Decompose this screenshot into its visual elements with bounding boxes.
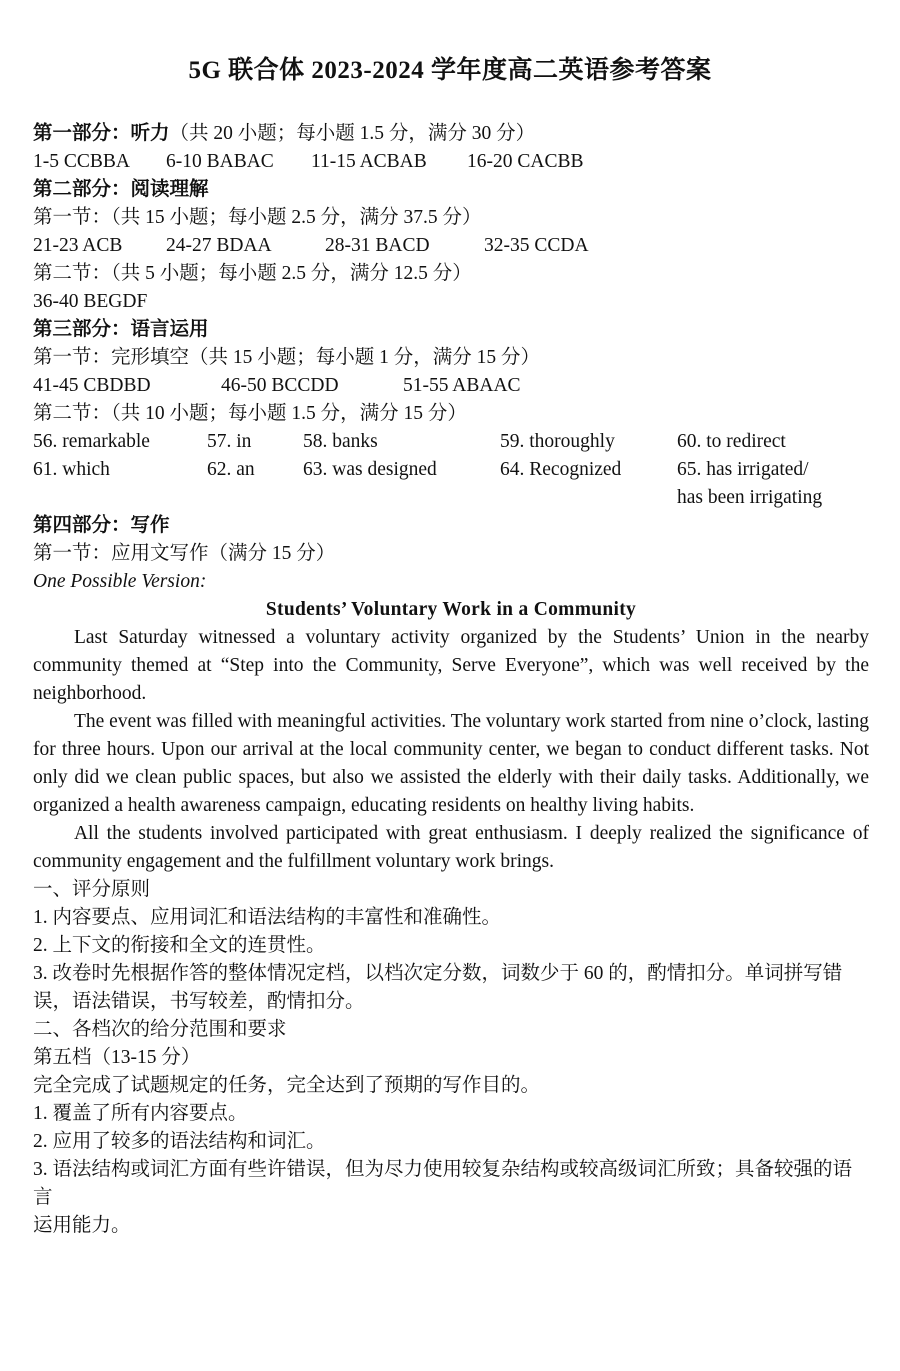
grammar-answer: 63. was designed <box>303 459 437 480</box>
part2-section1-answers <box>33 232 869 260</box>
part2-section2-note: 第二节：（共 5 小题；每小题 2.5 分，满分 12.5 分） <box>33 263 472 284</box>
essay-paragraph: All the students involved participated with great enthusiasm. I deeply realized the significance of community engagement and the fulfillment voluntary work brings. <box>33 823 869 872</box>
part1-heading: 第一部分：听力 <box>33 123 170 144</box>
page-title: 5G 联合体 2023-2024 学年度高二英语参考答案 <box>188 57 712 84</box>
part2-heading: 第二部分：阅读理解 <box>33 179 209 200</box>
essay-title: Students’ Voluntary Work in a Community <box>265 599 637 620</box>
answer-group: 41-45 CBDBD <box>33 375 151 396</box>
grammar-answers-row2-continuation <box>33 484 869 512</box>
part1-note: （共 20 小题；每小题 1.5 分，满分 30 分） <box>169 123 536 144</box>
part4-section1-note: 第一节：应用文写作（满分 15 分） <box>33 543 336 564</box>
grammar-answer: 60. to redirect <box>677 431 786 452</box>
level5-item: 1. 覆盖了所有内容要点。 <box>33 1103 248 1124</box>
answer-group: 28-31 BACD <box>325 235 430 256</box>
grammar-answer: 61. which <box>33 459 110 480</box>
answer-group: 51-55 ABAAC <box>403 375 521 396</box>
part2-section1-note: 第一节：（共 15 小题；每小题 2.5 分，满分 37.5 分） <box>33 207 482 228</box>
scoring-principle: 2. 上下文的衔接和全文的连贯性。 <box>33 935 326 956</box>
level5-item: 2. 应用了较多的语法结构和词汇。 <box>33 1131 326 1152</box>
part1-answers <box>33 148 869 176</box>
answer-group: 24-27 BDAA <box>166 235 272 256</box>
answer-group: 21-23 ACB <box>33 235 123 256</box>
grammar-answer: 56. remarkable <box>33 431 150 452</box>
scoring-principle: 1. 内容要点、应用词汇和语法结构的丰富性和准确性。 <box>33 907 502 928</box>
part1-heading-line <box>33 120 869 148</box>
answer-group: 6-10 BABAC <box>166 151 274 172</box>
answer-key-content <box>33 120 869 1240</box>
scoring-principle: 3. 改卷时先根据作答的整体情况定档，以档次定分数，词数少于 60 的，酌情扣分。单词拼写错误，语法错误，书写较差，酌情扣分。 <box>33 963 843 1012</box>
grammar-answer: 64. Recognized <box>500 459 622 480</box>
level5-heading: 第五档（13-15 分） <box>33 1047 201 1068</box>
version-label: One Possible Version: <box>33 571 207 592</box>
level5-description: 完全完成了试题规定的任务，完全达到了预期的写作目的。 <box>33 1075 541 1096</box>
grammar-answer: 58. banks <box>303 431 378 452</box>
answer-group: 32-35 CCDA <box>484 235 589 256</box>
grammar-answer: 57. in <box>207 431 252 452</box>
grammar-answer-continuation: has been irrigating <box>677 487 823 508</box>
scoring-principles-heading: 一、评分原则 <box>33 879 151 900</box>
level5-item-tail: 运用能力。 <box>33 1215 131 1236</box>
grammar-answer: 65. has irrigated/ <box>677 459 809 480</box>
grammar-answer: 59. thoroughly <box>500 431 615 452</box>
grammar-answers-row2 <box>33 456 869 484</box>
answer-group: 16-20 CACBB <box>467 151 584 172</box>
essay-paragraph: Last Saturday witnessed a voluntary activity organized by the Students’ Union in the nearby community themed at “Step into the Community, Serve Everyone”, which was well received by the neighborhood. <box>33 627 869 704</box>
essay-paragraph: The event was filled with meaningful activities. The voluntary work started from nine o’clock, lasting for three hours. Upon our arrival at the local community center, we began to conduct different tasks. Not only did we clean public spaces, but also we assisted the elderly with their daily tasks. Additionally, we organized a health awareness campaign, educating residents on healthy living habits. <box>33 711 869 816</box>
answer-group: 1-5 CCBBA <box>33 151 130 172</box>
part3-section1-note: 第一节：完形填空（共 15 小题；每小题 1 分，满分 15 分） <box>33 347 541 368</box>
level5-item: 3. 语法结构或词汇方面有些许错误，但为尽力使用较复杂结构或较高级词汇所致；具备较强的语言 <box>33 1159 853 1208</box>
grammar-answers-row1 <box>33 428 869 456</box>
answer-group: 11-15 ACBAB <box>311 151 427 172</box>
part2-section2-answers: 36-40 BEGDF <box>33 291 148 312</box>
part3-section1-answers <box>33 372 869 400</box>
part3-heading: 第三部分：语言运用 <box>33 319 209 340</box>
answer-group: 46-50 BCCDD <box>221 375 339 396</box>
scoring-levels-heading: 二、各档次的给分范围和要求 <box>33 1019 287 1040</box>
part4-heading: 第四部分：写作 <box>33 515 170 536</box>
part3-section2-note: 第二节：（共 10 小题；每小题 1.5 分，满分 15 分） <box>33 403 467 424</box>
grammar-answer: 62. an <box>207 459 255 480</box>
